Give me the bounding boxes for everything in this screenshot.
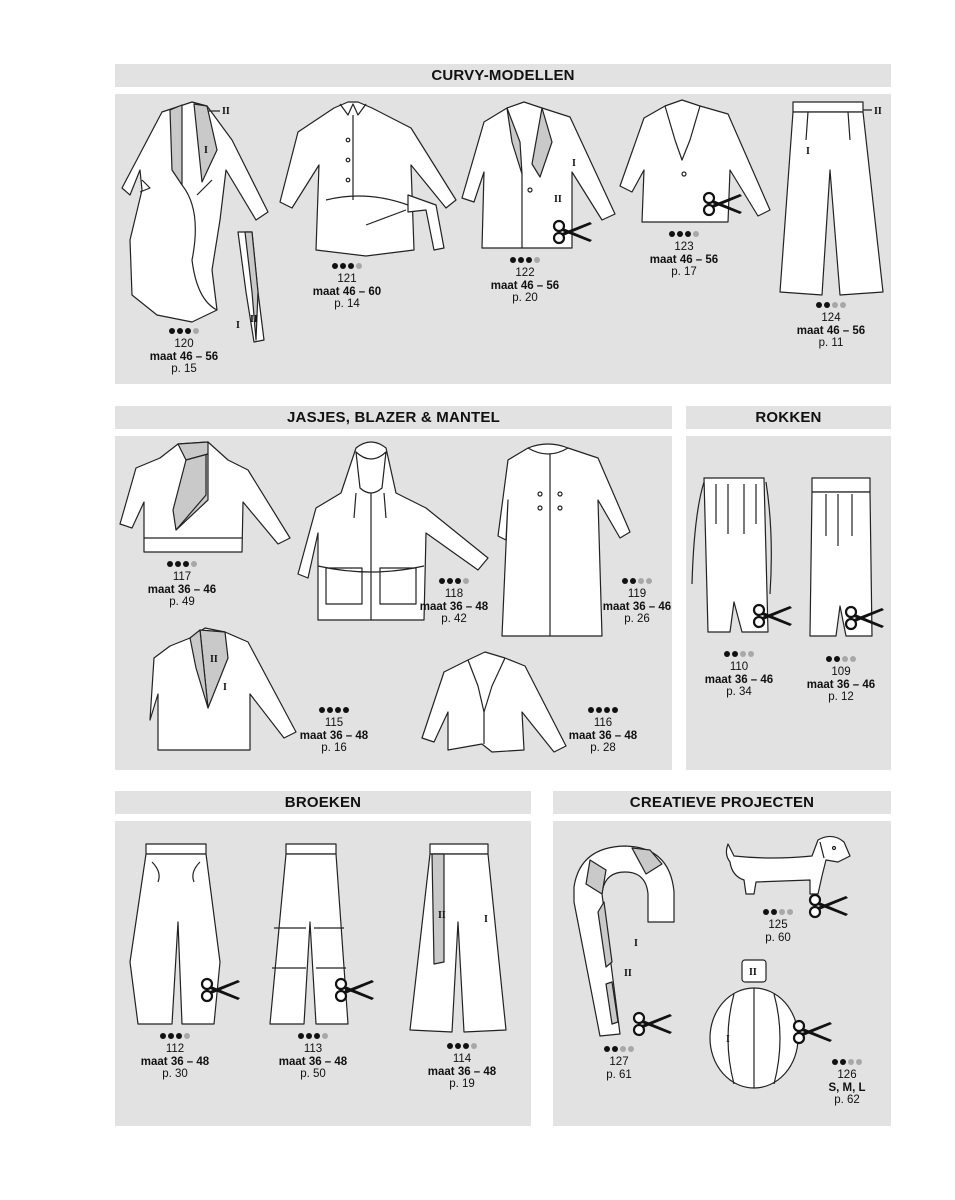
svg-text:II: II [210,654,218,665]
pattern-item-127[interactable] [559,1045,679,1081]
svg-text:I: I [572,158,576,169]
pattern-size: maat 36 – 46 [704,673,774,686]
pattern-number: 123 [674,241,694,253]
pattern-page: p. 28 [590,742,616,754]
straight-trousers-with-belt-illustration[interactable] [408,842,508,1034]
svg-text:I: I [726,1034,730,1045]
svg-text:I: I [204,145,208,156]
pattern-number: 124 [821,312,841,324]
difficulty-dots [402,1042,522,1051]
pattern-page: p. 62 [834,1094,860,1106]
pattern-item-126[interactable] [787,1058,907,1107]
section-header-skirts: ROKKEN [686,406,891,429]
svg-text:I: I [484,914,488,925]
pattern-page: p. 16 [321,742,347,754]
pattern-size: maat 36 – 46 [602,600,672,613]
pattern-item-114[interactable] [402,1042,522,1091]
pattern-number: 127 [609,1056,629,1068]
pattern-page: p. 19 [449,1078,475,1090]
pattern-number: 114 [452,1053,472,1065]
scissors-icon [752,602,792,630]
pattern-item-125[interactable] [718,908,838,944]
pattern-size: maat 36 – 48 [299,729,369,742]
pattern-item-122[interactable] [465,256,585,305]
pattern-page: p. 12 [828,691,854,703]
pattern-number: 115 [324,717,344,729]
pattern-size: maat 36 – 48 [427,1065,497,1078]
biker-jacket-illustration[interactable] [118,440,293,555]
svg-text:II: II [624,968,632,979]
candy-cane-illustration[interactable] [570,842,680,1037]
svg-text:II: II [749,967,757,978]
difficulty-dots [274,706,394,715]
pattern-page: p. 20 [512,292,538,304]
pattern-number: 112 [165,1043,185,1055]
difficulty-dots [115,1032,235,1041]
pattern-page: p. 50 [300,1068,326,1080]
svg-text:I: I [806,146,810,157]
pattern-item-109[interactable] [781,655,901,704]
section-header-curvy: CURVY-MODELLEN [115,64,891,87]
difficulty-dots [787,1058,907,1067]
blouse-illustration[interactable] [276,100,461,260]
pattern-number: 116 [593,717,613,729]
difficulty-dots [287,262,407,271]
pattern-number: 110 [729,661,749,673]
pattern-number: 119 [627,588,647,600]
pattern-size: S, M, L [828,1081,866,1094]
pattern-size: maat 36 – 46 [147,583,217,596]
pattern-page: p. 26 [624,613,650,625]
wide-trousers-illustration[interactable] [778,100,888,295]
difficulty-dots [543,706,663,715]
pattern-number: 120 [174,338,194,350]
svg-text:I: I [634,938,638,949]
pattern-page: p. 60 [765,931,791,944]
pattern-item-112[interactable] [115,1032,235,1081]
pattern-page: p. 42 [441,613,467,625]
scissors-icon [334,976,374,1004]
pattern-number: 122 [515,267,535,279]
svg-text:II: II [554,194,562,205]
difficulty-dots [124,327,244,336]
pattern-item-118[interactable] [394,577,514,626]
scissors-icon [792,1018,832,1046]
pattern-item-116[interactable] [543,706,663,755]
pattern-page: p. 61 [606,1068,632,1081]
long-blazer-illustration[interactable] [462,102,622,250]
svg-text:II: II [222,106,230,117]
pattern-size: maat 36 – 48 [419,600,489,613]
pattern-number: 125 [768,919,788,931]
pattern-size: maat 46 – 56 [149,350,219,363]
pattern-page: p. 17 [671,266,697,278]
svg-text:II: II [438,910,446,921]
pattern-page: p. 15 [171,363,197,375]
difficulty-dots [577,577,697,586]
pattern-size: maat 46 – 60 [312,285,382,298]
difficulty-dots [465,256,585,265]
pattern-item-113[interactable] [253,1032,373,1081]
svg-text:II: II [874,106,882,117]
difficulty-dots [624,230,744,239]
pattern-item-121[interactable] [287,262,407,311]
short-blazer-illustration[interactable] [620,100,775,225]
difficulty-dots [718,908,838,917]
svg-text:I: I [236,320,240,331]
scissors-icon [200,976,240,1004]
difficulty-dots [781,655,901,664]
pattern-item-117[interactable] [122,560,242,609]
svg-text:II: II [250,314,258,325]
scissors-icon [552,218,592,246]
section-header-trousers: BROEKEN [115,791,531,814]
dachshund-plush-illustration[interactable] [722,834,852,896]
scissors-icon [702,190,742,218]
pattern-page: p. 11 [818,337,844,349]
section-header-jackets: JASJES, BLAZER & MANTEL [115,406,672,429]
pattern-item-115[interactable] [274,706,394,755]
pattern-number: 118 [444,588,464,600]
difficulty-dots [253,1032,373,1041]
pattern-size: maat 36 – 46 [806,678,876,691]
pattern-number: 121 [337,273,357,285]
pattern-size: maat 46 – 56 [649,253,719,266]
difficulty-dots [559,1045,679,1054]
pattern-size: maat 36 – 48 [568,729,638,742]
pattern-number: 126 [837,1069,857,1081]
pattern-number: 113 [303,1043,323,1055]
pattern-page: p. 14 [334,298,360,310]
pattern-size: maat 46 – 56 [490,279,560,292]
difficulty-dots [394,577,514,586]
pattern-page: p. 49 [169,596,195,608]
pattern-item-120[interactable] [124,327,244,376]
pattern-size: maat 36 – 48 [140,1055,210,1068]
scissors-icon [632,1010,672,1038]
pattern-number: 117 [172,571,192,583]
svg-text:I: I [223,682,227,693]
scissors-icon [844,604,884,632]
pattern-page: p. 30 [162,1068,188,1080]
difficulty-dots [771,301,891,310]
pattern-item-123[interactable] [624,230,744,279]
pattern-item-119[interactable] [577,577,697,626]
section-header-creative: CREATIEVE PROJECTEN [553,791,891,814]
difficulty-dots [122,560,242,569]
pattern-page: p. 34 [726,686,752,698]
belt-illustration [232,232,272,342]
pattern-number: 109 [831,666,851,678]
pattern-size: maat 46 – 56 [796,324,866,337]
pattern-item-124[interactable] [771,301,891,350]
pattern-size: maat 36 – 48 [278,1055,348,1068]
